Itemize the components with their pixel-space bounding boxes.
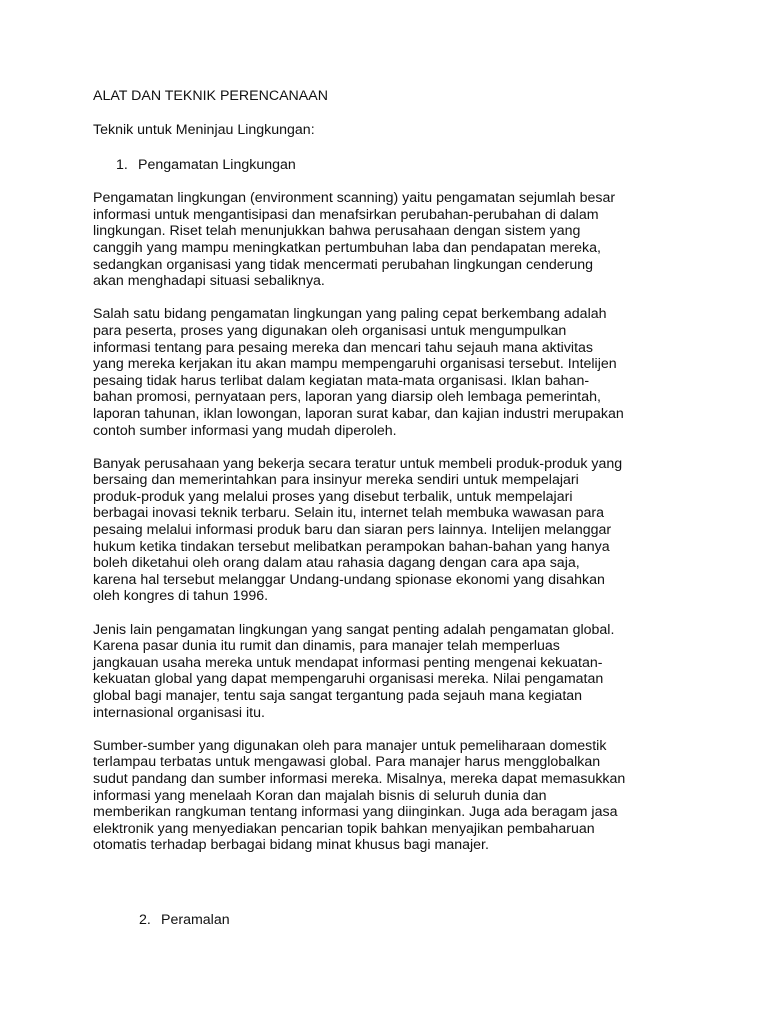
text-line: global bagi manajer, tentu saja sangat tergantung pada sejauh mana kegiatan <box>93 688 583 704</box>
text-line: pesaing melalui informasi produk baru dan siaran pers lainnya. Intelijen melanggar <box>93 522 612 539</box>
text-line: bahan promosi, pernyataan pers, laporan yang diarsip oleh lembaga pemerintah, <box>93 389 601 406</box>
text-line: produk-produk yang melalui proses yang disebut terbalik, untuk mempelajari <box>93 488 573 505</box>
text-line: informasi tentang para pesaing mereka dan mencari tahu sejauh mana aktivitas <box>93 339 593 356</box>
list-item-1 <box>116 157 713 174</box>
text-line: akan menghadapi situasi sebaliknya. <box>93 273 325 290</box>
text-line: jangkauan usaha mereka untuk mendapat informasi penting mengenai kekuatan- <box>93 654 603 671</box>
paragraph-2 <box>93 306 713 439</box>
text-line: Karena pasar dunia itu rumit dan dinamis, para manajer telah memperluas <box>93 638 560 655</box>
list-label: Pengamatan Lingkungan <box>138 157 296 173</box>
list-number: 1. <box>116 157 128 173</box>
text-line: yang mereka kerjakan itu akan mampu mempengaruhi organisasi tersebut. Intelijen <box>93 356 617 373</box>
text-line: memberikan rangkuman tentang informasi yang diinginkan. Juga ada beragam jasa <box>93 804 618 821</box>
section-subtitle: Teknik untuk Meninjau Lingkungan: <box>93 122 315 138</box>
text-line: kekuatan global yang dapat mempengaruhi organisasi mereka. Nilai pengamatan <box>93 671 604 688</box>
text-line: sedangkan organisasi yang tidak mencermati perubahan lingkungan cenderung <box>93 256 594 273</box>
text-line: Jenis lain pengamatan lingkungan yang sangat penting adalah pengamatan global. <box>93 621 615 638</box>
text-line: hukum ketika tindakan tersebut melibatkan perampokan bahan-bahan yang hanya <box>93 538 610 555</box>
text-line: Sumber-sumber yang digunakan oleh para manajer untuk pemeliharaan domestik <box>93 737 607 754</box>
text-line: Salah satu bidang pengamatan lingkungan yang paling cepat berkembang adalah <box>93 306 607 323</box>
text-line: para peserta, proses yang digunakan oleh organisasi untuk mengumpulkan <box>93 322 567 339</box>
text-line: Pengamatan lingkungan (environment scanning) yaitu pengamatan sejumlah besar <box>93 190 616 207</box>
text-line: karena hal tersebut melanggar Undang-undang spionase ekonomi yang disahkan <box>93 571 605 588</box>
document-page <box>93 88 713 928</box>
list-item-2 <box>139 912 230 929</box>
text-line: otomatis terhadap berbagai bidang minat khusus bagi manajer. <box>93 837 489 854</box>
document-title: ALAT DAN TEKNIK PERENCANAAN <box>93 88 328 104</box>
text-line: elektronik yang menyediakan pencarian topik bahkan menyajikan pembaharuan <box>93 820 595 837</box>
text-line: oleh kongres di tahun 1996. <box>93 588 269 605</box>
text-line: informasi untuk mengantisipasi dan menafsirkan perubahan-perubahan di dalam <box>93 206 599 223</box>
text-line: sudut pandang dan sumber informasi mereka. Misalnya, mereka dapat memasukkan <box>93 770 626 787</box>
text-line: contoh sumber informasi yang mudah diperoleh. <box>93 422 397 439</box>
paragraph-5 <box>93 738 713 854</box>
text-line: canggih yang mampu meningkatkan pertumbuhan laba dan pendapatan mereka, <box>93 239 601 256</box>
text-line: bersaing dan memerintahkan para insinyur mereka sendiri untuk mempelajari <box>93 472 579 489</box>
list-label: Peramalan <box>161 912 230 928</box>
text-line: Banyak perusahaan yang bekerja secara teratur untuk membeli produk-produk yang <box>93 455 623 472</box>
text-line: informasi yang menelaah Koran dan majalah bisnis di seluruh dunia dan <box>93 787 547 804</box>
text-line: terlampau terbatas untuk mengawasi global. Para manajer harus mengglobalkan <box>93 754 601 771</box>
paragraph-3 <box>93 456 713 605</box>
text-line: berbagai inovasi teknik terbaru. Selain itu, internet telah membuka wawasan para <box>93 505 605 522</box>
text-line: boleh diketahui oleh orang dalam atau rahasia dagang dengan cara apa saja, <box>93 555 580 572</box>
list-number: 2. <box>139 912 151 928</box>
text-line: internasional organisasi itu. <box>93 704 265 721</box>
text-line: lingkungan. Riset telah menunjukkan bahwa perusahaan dengan sistem yang <box>93 223 581 240</box>
text-line: pesaing tidak harus terlibat dalam kegiatan mata-mata organisasi. Iklan bahan- <box>93 372 590 389</box>
text-line: laporan tahunan, iklan lowongan, laporan surat kabar, dan kajian industri merupakan <box>93 405 624 422</box>
paragraph-1 <box>93 190 713 290</box>
paragraph-4 <box>93 622 713 722</box>
